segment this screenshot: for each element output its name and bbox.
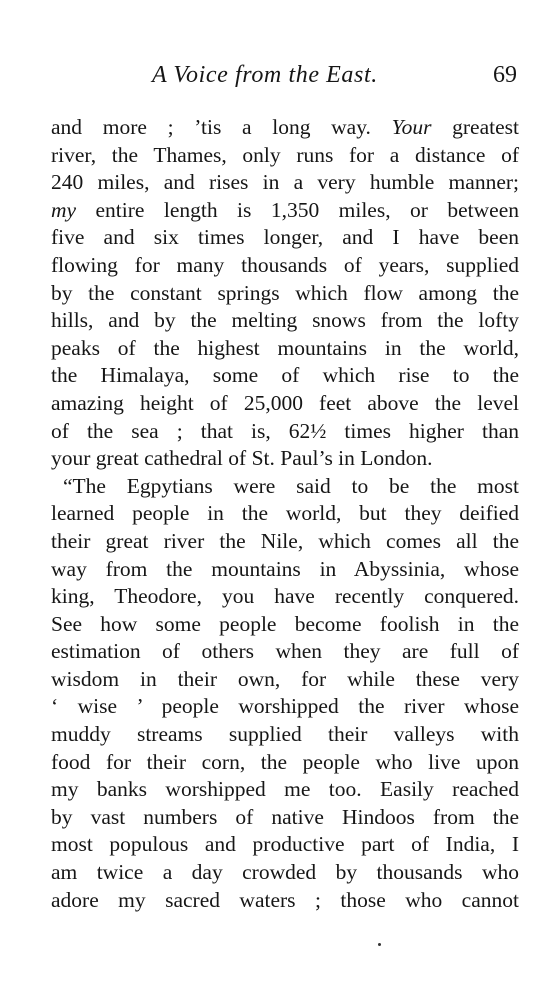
text-line: See how some people become foolish in the [51, 611, 519, 636]
text-line: my entire length is 1,350 miles, or between [51, 197, 519, 222]
text-line: of the sea ; that is, 62½ times higher than [51, 418, 519, 443]
text-line: king, Theodore, you have recently conquered. [51, 584, 519, 609]
text-line: peaks of the highest mountains in the world, [51, 335, 519, 360]
text-line: amazing height of 25,000 feet above the level [51, 390, 519, 415]
text-line: am twice a day crowded by thousands who [51, 860, 519, 885]
text-line: adore my sacred waters ; those who cannot [51, 887, 519, 912]
text-line: and more ; ’tis a long way. Your greatest [51, 115, 519, 139]
emphasis: my [51, 197, 77, 222]
paragraph-end-line: your great cathedral of St. Paul’s in London. [51, 446, 433, 471]
page-number: 69 [493, 62, 517, 88]
text-line: 240 miles, and rises in a very humble manner; [51, 170, 519, 195]
text-line: muddy streams supplied their valleys with [51, 722, 519, 747]
text-line: flowing for many thousands of years, supplied [51, 252, 519, 277]
text-line: hills, and by the melting snows from the lofty [51, 308, 519, 333]
text-line: wisdom in their own, for while these very [51, 666, 519, 691]
text-line: way from the mountains in Abyssinia, whose [51, 556, 519, 581]
text-line: their great river the Nile, which comes all the [51, 528, 519, 553]
paragraph-first-line: “The Egpytians were said to be the most [63, 473, 519, 498]
text-line: the Himalaya, some of which rise to the [51, 363, 519, 388]
text-line: my banks worshipped me too. Easily reached [51, 777, 519, 802]
body-text [51, 114, 519, 914]
page-header [52, 60, 517, 94]
text-line: by the constant springs which flow among the [51, 280, 519, 305]
running-head: A Voice from the East. [152, 62, 378, 88]
text-line: learned people in the world, but they deified [51, 501, 519, 526]
text-line: most populous and productive part of India, I [51, 832, 519, 857]
text-line: river, the Thames, only runs for a distance of [51, 142, 519, 167]
text-line: five and six times longer, and I have been [51, 225, 519, 250]
text-line: ‘ wise ’ people worshipped the river whose [51, 694, 519, 719]
text-line: food for their corn, the people who live upon [51, 749, 519, 774]
text-line: by vast numbers of native Hindoos from the [51, 804, 519, 829]
emphasis: Your [391, 115, 432, 139]
text-line: estimation of others when they are full of [51, 639, 519, 664]
ink-speck [378, 943, 381, 946]
